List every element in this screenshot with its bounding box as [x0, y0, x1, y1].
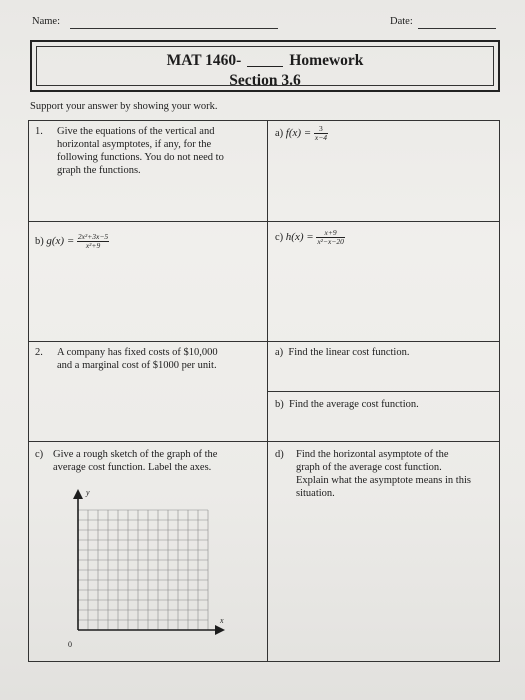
- problem2d-line: graph of the average cost function.: [296, 462, 442, 473]
- origin-label: 0: [68, 640, 72, 649]
- title-box: [30, 40, 500, 92]
- y-axis-label: y: [86, 488, 90, 497]
- grid-row-line-3: [267, 391, 499, 392]
- problem1a-function: f(x) =: [285, 126, 312, 139]
- problem2c-prompt: [53, 448, 217, 474]
- grid-row-line-4: [29, 441, 499, 442]
- problem1-line: following functions. You do not need to: [57, 152, 224, 163]
- x-axis-arrow-icon: [215, 625, 225, 635]
- problem2c-line: Give a rough sketch of the graph of the: [53, 449, 218, 460]
- problem1-number: 1.: [35, 126, 43, 137]
- grid-row-line-2: [29, 341, 499, 342]
- problem1a-label: a): [275, 127, 284, 139]
- problem1c-function: h(x) =: [285, 230, 314, 243]
- problem1-prompt: [57, 125, 224, 177]
- section-blank: [247, 52, 283, 67]
- problem1c-numerator: x+9: [316, 229, 345, 238]
- section-title: Section 3.6: [229, 72, 301, 89]
- problem1c-fraction: [316, 229, 345, 246]
- problem1c-denominator: x²−x−20: [317, 237, 344, 246]
- problem1b-denominator: x²+9: [85, 241, 101, 250]
- name-label: Name:: [32, 16, 60, 27]
- y-axis-arrow-icon: [73, 489, 83, 499]
- problem2-number: 2.: [35, 347, 43, 358]
- problem2a: [275, 346, 409, 359]
- problem2a-text: Find the linear cost function.: [288, 347, 410, 358]
- problem1a-denominator: x−4: [314, 133, 327, 142]
- problem2d-prompt: [296, 448, 471, 500]
- x-axis-label: x: [220, 616, 224, 625]
- grid-row-line-1: [29, 221, 499, 222]
- problem2d-line: Explain what the asymptote means in this: [296, 475, 471, 486]
- sketch-graph: [60, 486, 230, 656]
- problem2b: [275, 398, 419, 411]
- problem2-line: and a marginal cost of $1000 per unit.: [57, 360, 217, 371]
- problem1c: [275, 229, 345, 246]
- homework-title: Homework: [289, 52, 364, 69]
- problem2a-label: a): [275, 347, 284, 358]
- problem1b-fraction: [77, 233, 109, 250]
- date-label: Date:: [390, 16, 413, 27]
- problem1a-fraction: [314, 125, 328, 142]
- problem1c-label: c): [275, 231, 284, 243]
- sketch-grid-lines: [78, 510, 208, 630]
- date-line: [418, 28, 496, 29]
- problem1-line: horizontal asymptotes, if any, for the: [57, 139, 212, 150]
- title-line-1: [32, 52, 498, 70]
- problem1a-numerator: 3: [314, 125, 328, 134]
- problem2d-label: d): [275, 449, 284, 460]
- problem1a: [275, 125, 328, 142]
- problem1-line: Give the equations of the vertical and: [57, 126, 215, 137]
- problem1-line: graph the functions.: [57, 165, 141, 176]
- problem1b: [35, 233, 109, 250]
- problem2c-label: c): [35, 449, 44, 460]
- problem2b-text: Find the average cost function.: [289, 399, 419, 410]
- problem1b-numerator: 2x²+3x−5: [77, 232, 109, 241]
- problem1b-label: b): [35, 235, 44, 247]
- problem2d-line: Find the horizontal asymptote of the: [296, 449, 449, 460]
- course-code: MAT 1460-: [166, 52, 242, 69]
- problem2-prompt: [57, 346, 218, 372]
- name-line: [70, 28, 278, 29]
- problem2-line: A company has fixed costs of $10,000: [57, 347, 218, 358]
- problem2b-label: b): [275, 399, 284, 410]
- instructions: Support your answer by showing your work.: [30, 101, 218, 112]
- problem2c-line: average cost function. Label the axes.: [53, 462, 212, 473]
- problem1b-function: g(x) =: [46, 234, 75, 247]
- problem2d-line: situation.: [296, 488, 335, 499]
